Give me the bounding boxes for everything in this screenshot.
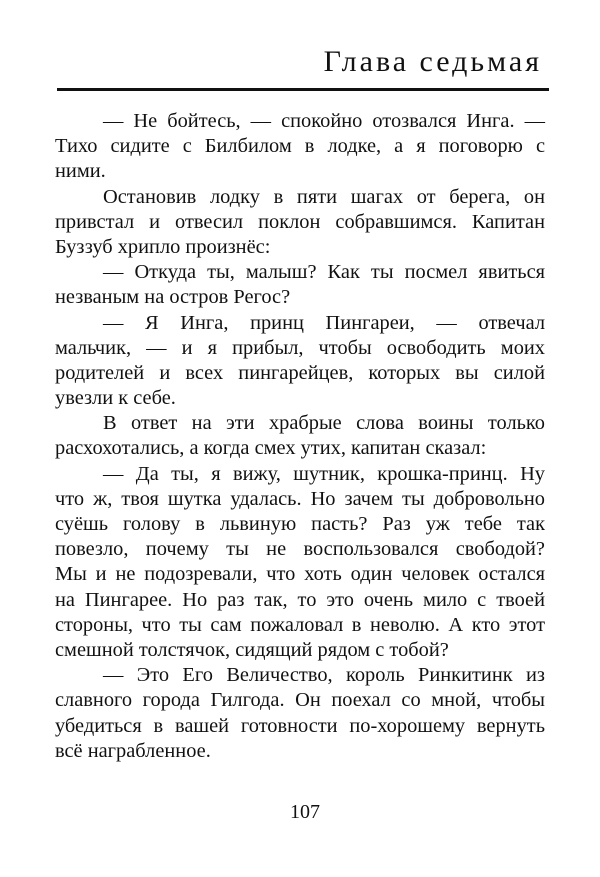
text-line: Тихо сидите с Билбилом в лодке, а я поговорю с	[55, 135, 545, 158]
text-line: на Пингарее. Но раз так, то это очень мило с твоей	[55, 588, 545, 611]
text-line: — Это Его Величество, король Ринкитинк из	[103, 664, 545, 687]
text-line: — Да ты, я вижу, шутник, крошка-принц. Ну	[103, 462, 545, 485]
text-line: — Откуда ты, малыш? Как ты посмел явиться	[103, 261, 545, 284]
text-line: суёшь голову в львиную пасть? Раз уж тебе так	[55, 513, 545, 535]
text-line: славного города Гилгода. Он поехал со мной, чтобы	[55, 689, 545, 712]
text-line: мальчик, — и я прибыл, чтобы освободить моих	[55, 336, 545, 359]
text-line: Мы и не подозревали, что хоть один человек остался	[55, 563, 545, 586]
text-line: ними.	[55, 160, 106, 183]
text-line: родителей и всех пингарейцев, которых вы силой	[55, 361, 545, 384]
text-line: повезло, почему ты не воспользовался свободой?	[55, 538, 545, 561]
text-line: Буззуб хрипло произнёс:	[55, 235, 271, 258]
text-line: привстал и отвесил поклон собравшимся. Капитан	[55, 210, 545, 233]
header-rule	[57, 88, 549, 91]
text-line: — Я Инга, принц Пингареи, — отвечал	[103, 311, 545, 334]
page-number: 107	[290, 801, 320, 823]
text-line: Остановив лодку в пяти шагах от берега, он	[103, 185, 545, 208]
text-line: смешной толстячок, сидящий рядом с тобой?	[55, 638, 449, 661]
text-line: что ж, твоя шутка удалась. Но зачем ты добровольно	[55, 487, 545, 510]
chapter-title: Глава седьмая	[323, 45, 542, 78]
page-body-text	[55, 109, 545, 764]
text-line: В ответ на эти храбрые слова воины только	[103, 412, 545, 435]
text-line: увезли к себе.	[55, 387, 176, 410]
text-line: расхохотались, а когда смех утих, капитан сказал:	[55, 437, 487, 460]
text-line: незваным на остров Регос?	[55, 286, 291, 309]
text-line: убедиться в вашей готовности по-хорошему вернуть	[55, 714, 545, 737]
text-line: — Не бойтесь, — спокойно отозвался Инга. —	[103, 110, 545, 132]
text-line: всё награбленное.	[55, 739, 211, 762]
text-line: стороны, что ты сам пожаловал в неволю. А кто этот	[55, 613, 545, 636]
